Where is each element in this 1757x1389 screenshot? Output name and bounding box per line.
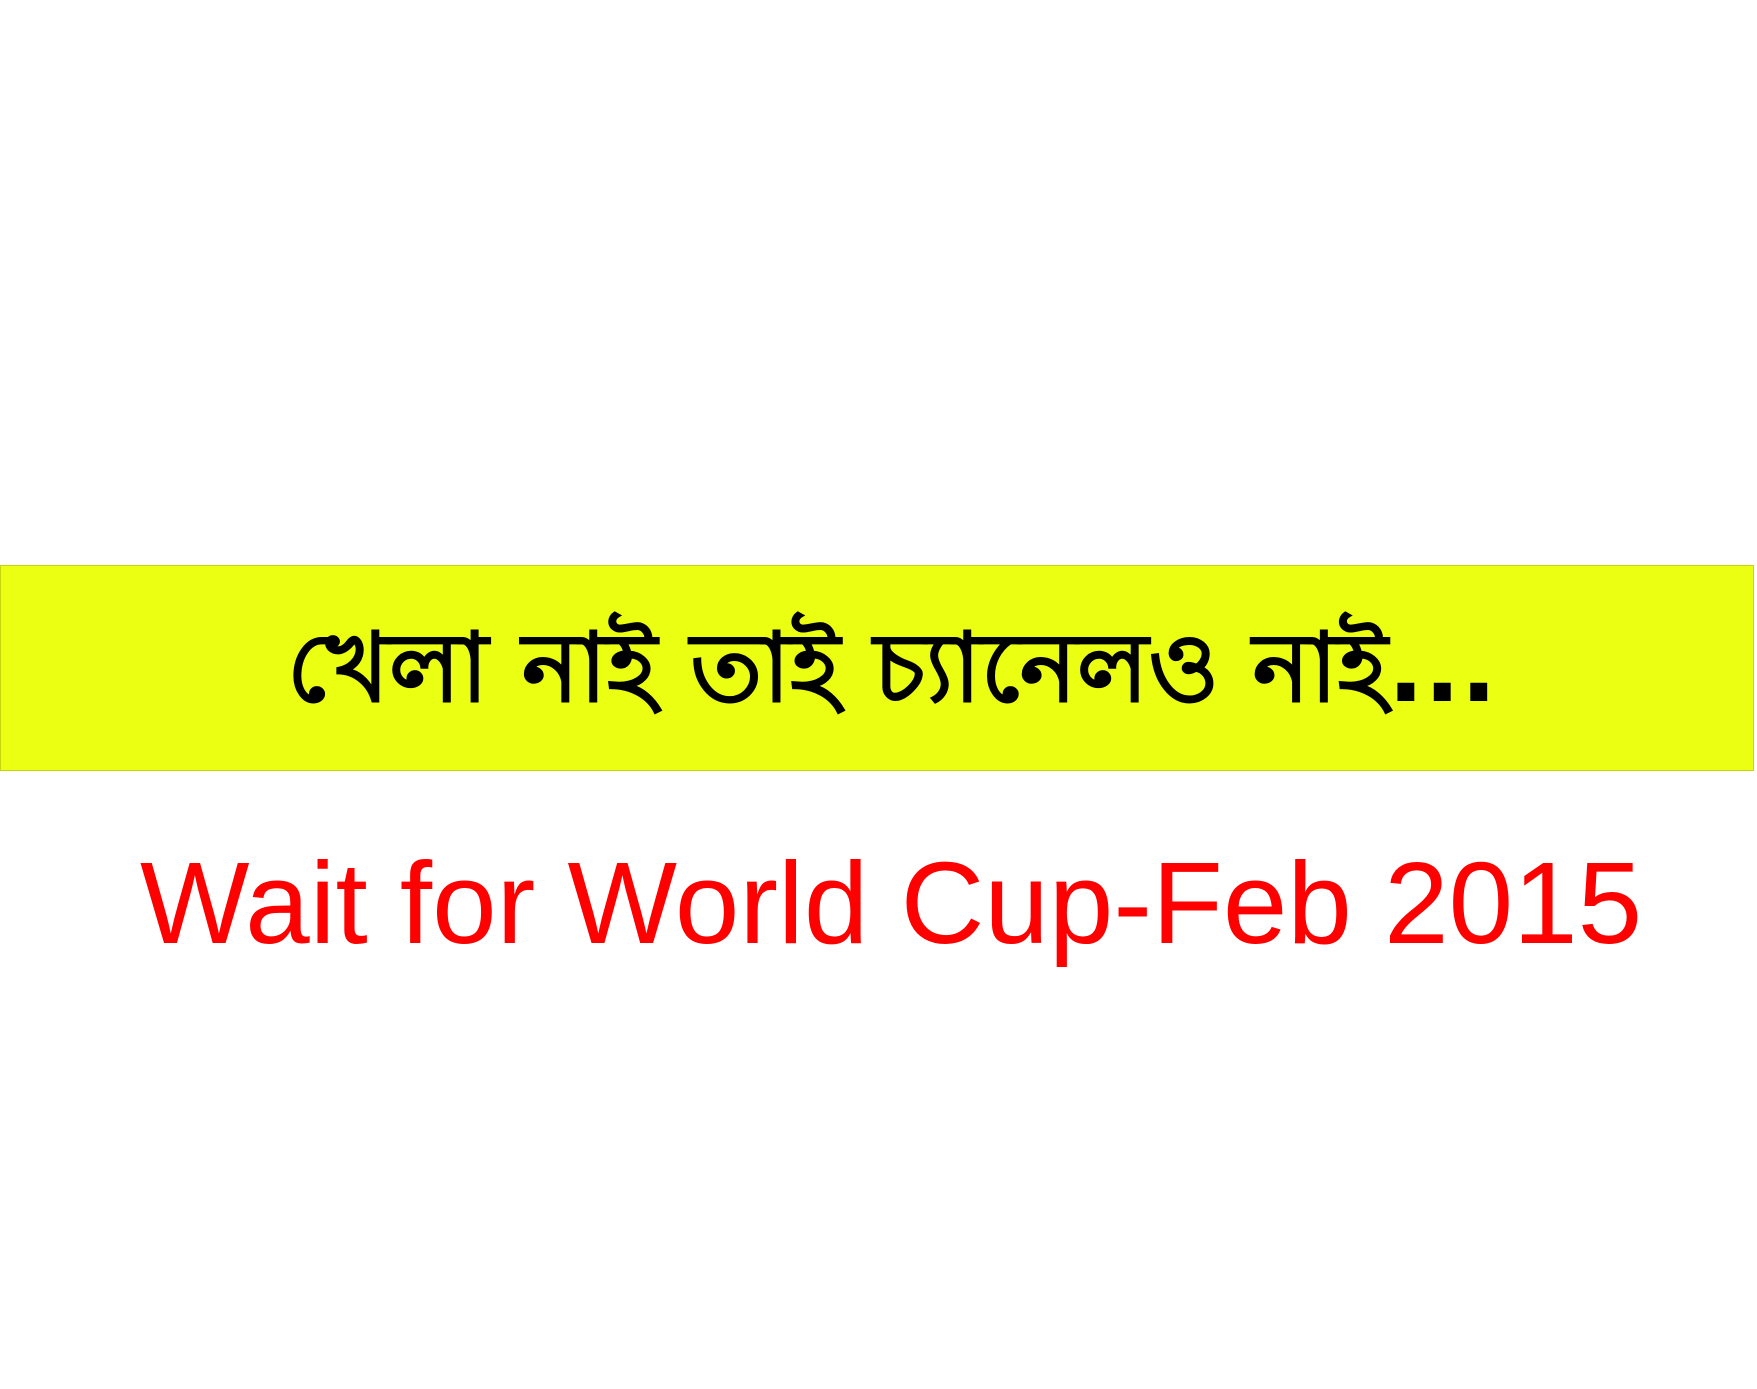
tagline-text: Wait for World Cup-Feb 2015: [140, 838, 1643, 968]
headline-banner: [0, 565, 1754, 771]
headline-text: খেলা নাই তাই চ্যানেলও নাই...: [287, 612, 1497, 724]
